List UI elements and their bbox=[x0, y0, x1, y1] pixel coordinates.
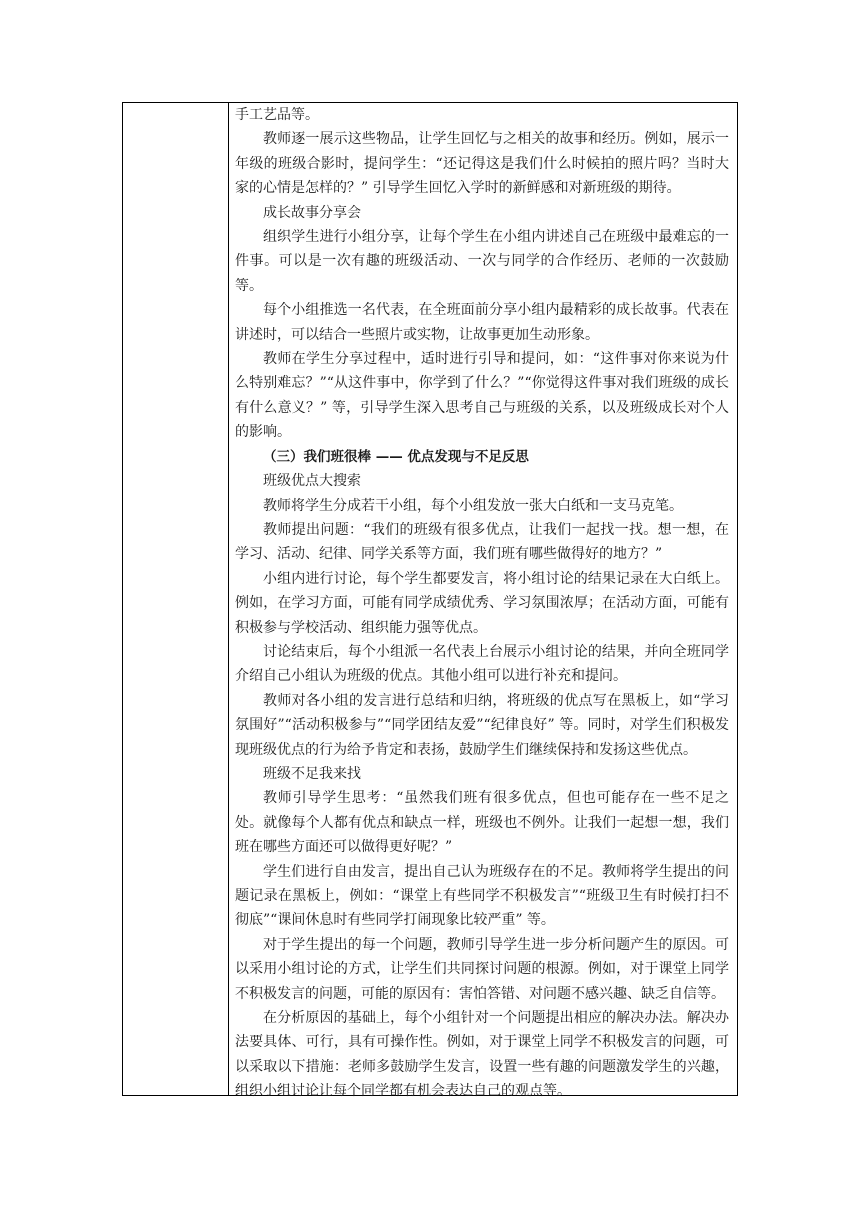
paragraph: 教师提出问题：“我们的班级有很多优点，让我们一起找一找。想一想，在学习、活动、纪律、同学关系等方面，我们班有哪些做得好的地方？” bbox=[235, 521, 729, 563]
paragraph: 手工艺品等。 bbox=[235, 107, 319, 123]
section-heading: （三）我们班很棒 —— 优点发现与不足反思 bbox=[263, 448, 529, 465]
content-column bbox=[229, 103, 737, 1104]
paragraph: 学生们进行自由发言，提出自己认为班级存在的不足。教师将学生提出的问题记录在黑板上，例如：“课堂上有些同学不积极发言”“班级卫生有时候打扫不彻底”“课间休息时有些同学打闹现象比较严重” 等。 bbox=[235, 863, 729, 929]
paragraph: 对于学生提出的每一个问题，教师引导学生进一步分析问题产生的原因。可以采用小组讨论的方式，让学生们共同探讨问题的根源。例如，对于课堂上同学不积极发言的问题，可能的原因有：害怕答错、对问题不感兴趣、缺乏自信等。 bbox=[235, 936, 729, 1002]
subheading: 班级不足我来找 bbox=[263, 765, 361, 782]
paragraph: 教师将学生分成若干小组，每个小组发放一张大白纸和一支马克笔。 bbox=[263, 497, 683, 514]
paragraph: 讨论结束后，每个小组派一名代表上台展示小组讨论的结果，并向全班同学介绍自己小组认为班级的优点。其他小组可以进行补充和提问。 bbox=[235, 643, 729, 685]
paragraph: 教师逐一展示这些物品，让学生回忆与之相关的故事和经历。例如，展示一年级的班级合影时，提问学生：“还记得这是我们什么时候拍的照片吗？当时大家的心情是怎样的？” 引导学生回忆入学时的新鲜感和对新班级的期待。 bbox=[235, 131, 729, 197]
lesson-table bbox=[122, 102, 738, 1100]
paragraph: 教师引导学生思考：“虽然我们班有很多优点，但也可能存在一些不足之处。就像每个人都有优点和缺点一样，班级也不例外。让我们一起想一想，我们班在哪些方面还可以做得更好呢？” bbox=[235, 790, 729, 856]
subheading: 成长故事分享会 bbox=[263, 204, 361, 221]
paragraph: 在分析原因的基础上，每个小组针对一个问题提出相应的解决办法。解决办法要具体、可行，具有可操作性。例如，对于课堂上同学不积极发言的问题，可以采取以下措施：老师多鼓励学生发言，设置一些有趣的问题激发学生的兴趣，组织小组讨论让每个同学都有机会表达自己的观点等。 bbox=[235, 1010, 729, 1100]
paragraph: 每个小组推选一名代表，在全班面前分享小组内最精彩的成长故事。代表在讲述时，可以结合一些照片或实物，让故事更加生动形象。 bbox=[235, 302, 729, 343]
paragraph: 教师在学生分享过程中，适时进行引导和提问，如：“这件事对你来说为什么特别难忘？”“从这件事中，你学到了什么？”“你觉得这件事对我们班级的成长有什么意义？” 等，引导学生深入思考自己与班级的关系，以及班级成长对个人的影响。 bbox=[235, 351, 729, 441]
paragraph: 小组内进行讨论，每个学生都要发言，将小组讨论的结果记录在大白纸上。例如，在学习方面，可能有同学成绩优秀、学习氛围浓厚；在活动方面，可能有积极参与学校活动、组织能力强等优点。 bbox=[235, 570, 729, 636]
paragraph: 组织学生进行小组分享，让每个学生在小组内讲述自己在班级中最难忘的一件事。可以是一次有趣的班级活动、一次与同学的合作经历、老师的一次鼓励等。 bbox=[235, 229, 729, 294]
subheading: 班级优点大搜索 bbox=[263, 473, 361, 490]
paragraph: 教师对各小组的发言进行总结和归纳，将班级的优点写在黑板上，如“学习氛围好”“活动积极参与”“同学团结友爱”“纪律良好” 等。同时，对学生们积极发现班级优点的行为给予肯定和表扬，鼓励学生们继续保持和发扬这些优点。 bbox=[235, 692, 729, 758]
